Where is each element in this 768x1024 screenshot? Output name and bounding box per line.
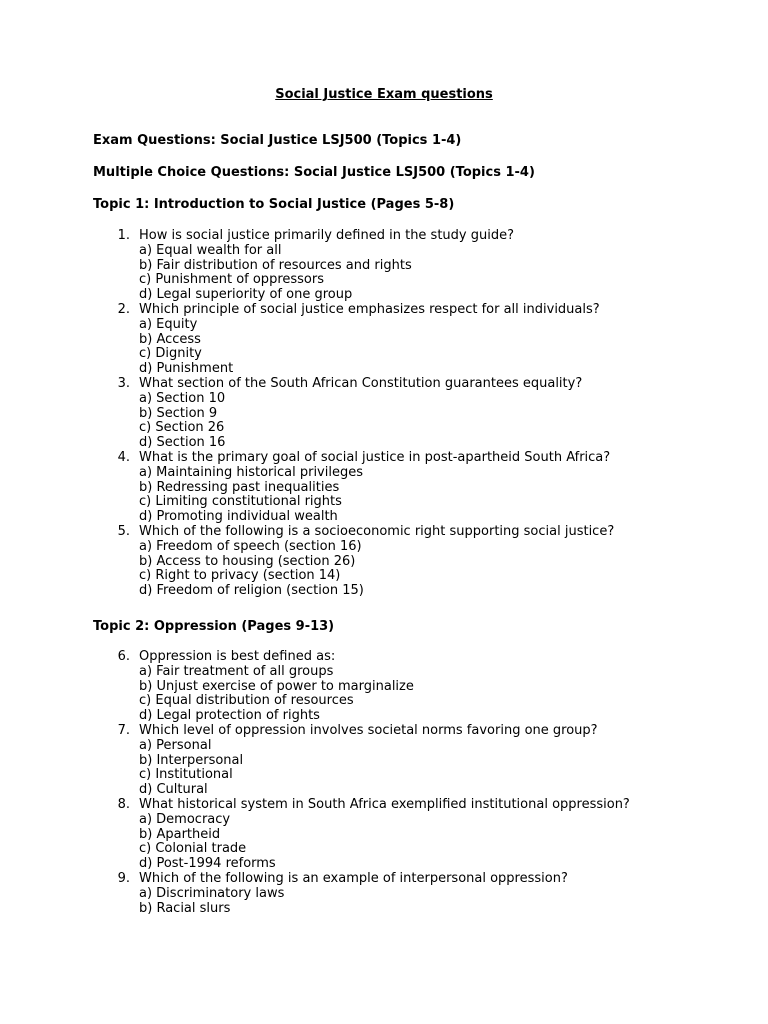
answer-option-line [93,273,733,288]
answer-option: c) Limiting constitutional rights [139,494,342,510]
question-text: Which of the following is an example of interpersonal oppression? [139,870,568,886]
question-text: How is social justice primarily defined in the study guide? [139,228,515,243]
answer-option-line [93,857,733,872]
answer-option: b) Section 9 [139,405,218,421]
answer-option: a) Democracy [139,811,231,827]
answer-option: c) Right to privacy (section 14) [139,568,341,584]
answer-option-line [93,694,733,709]
answer-option-line [93,495,733,510]
question-text: What historical system in South Africa exemplified institutional oppression? [139,796,630,812]
answer-option-line [93,842,733,857]
question-number: 1. [117,228,130,243]
answer-option: d) Punishment [139,361,234,377]
answer-option: b) Interpersonal [139,752,244,768]
question-text: What is the primary goal of social justice in post-apartheid South Africa? [139,449,611,465]
answer-option: d) Freedom of religion (section 15) [139,583,364,599]
answer-option: a) Section 10 [139,390,226,406]
topic-1-question-list [93,229,733,599]
answer-option: a) Equity [139,316,198,332]
answer-option: b) Apartheid [139,826,221,842]
answer-option-line [93,887,733,902]
topic-2-question-list [93,650,733,916]
answer-option-line [93,288,733,303]
answer-option: a) Personal [139,737,212,753]
answer-option-line [93,333,733,348]
answer-option-line [93,828,733,843]
question-item [93,303,733,377]
question-number: 5. [117,523,130,539]
answer-option-line [93,259,733,274]
answer-option: c) Equal distribution of resources [139,693,354,709]
question-number: 7. [117,722,130,738]
question-line [93,229,733,244]
answer-option: a) Freedom of speech (section 16) [139,538,362,554]
answer-option-line [93,510,733,525]
question-line [93,525,733,540]
question-text: Which of the following is a socioeconomic right supporting social justice? [139,523,615,539]
answer-option-line [93,902,733,917]
answer-option: b) Redressing past inequalities [139,479,340,495]
answer-option: c) Colonial trade [139,841,247,857]
question-line [93,451,733,466]
answer-option-line [93,540,733,555]
question-item [93,229,733,303]
question-item [93,798,733,872]
answer-option: d) Legal protection of rights [139,708,320,724]
question-number: 8. [117,796,130,812]
answer-option: d) Section 16 [139,435,226,451]
answer-option: b) Access [139,331,201,347]
answer-option-line [93,813,733,828]
answer-option: b) Access to housing (section 26) [139,553,356,569]
question-line [93,724,733,739]
question-item [93,525,733,599]
question-number: 9. [117,870,130,886]
answer-option: d) Cultural [139,782,208,798]
answer-option-line [93,680,733,695]
answer-option: d) Post-1994 reforms [139,856,276,872]
question-line [93,377,733,392]
answer-option: c) Dignity [139,346,202,362]
answer-option-line [93,739,733,754]
question-number: 6. [117,649,130,664]
answer-option: c) Institutional [139,767,233,783]
answer-option: b) Racial slurs [139,900,231,916]
answer-option-line [93,754,733,769]
answer-option-line [93,436,733,451]
answer-option-line [93,555,733,570]
document-title: Social Justice Exam questions [275,87,493,102]
answer-option: d) Promoting individual wealth [139,509,338,525]
question-item [93,872,733,916]
answer-option-line [93,362,733,377]
answer-option-line [93,466,733,481]
question-item [93,377,733,451]
question-line [93,650,733,665]
answer-option: c) Punishment of oppressors [139,272,324,288]
answer-option-line [93,783,733,798]
answer-option: c) Section 26 [139,420,225,436]
answer-option: a) Maintaining historical privileges [139,464,363,480]
topic-1-heading: Topic 1: Introduction to Social Justice (Pages 5-8) [93,197,455,212]
answer-option-line [93,392,733,407]
question-text: What section of the South African Constitution guarantees equality? [139,375,583,391]
answer-option-line [93,569,733,584]
question-number: 2. [117,301,130,317]
answer-option-line [93,709,733,724]
answer-option-line [93,584,733,599]
answer-option-line [93,481,733,496]
answer-option-line [93,407,733,422]
answer-option: a) Discriminatory laws [139,885,285,901]
question-text: Which principle of social justice emphasizes respect for all individuals? [139,301,600,317]
answer-option-line [93,421,733,436]
question-number: 4. [117,449,130,465]
answer-option-line [93,665,733,680]
question-item [93,650,733,724]
question-text: Which level of oppression involves societal norms favoring one group? [139,722,598,738]
answer-option-line [93,244,733,259]
answer-option: d) Legal superiority of one group [139,287,353,303]
answer-option: a) Fair treatment of all groups [139,663,334,679]
topic-2-heading: Topic 2: Oppression (Pages 9-13) [93,619,335,634]
question-line [93,303,733,318]
question-item [93,724,733,798]
answer-option: b) Fair distribution of resources and rights [139,257,412,273]
question-text: Oppression is best defined as: [139,649,336,664]
exam-questions-heading: Exam Questions: Social Justice LSJ500 (Topics 1-4) [93,133,462,148]
answer-option-line [93,318,733,333]
question-number: 3. [117,375,130,391]
answer-option: b) Unjust exercise of power to marginalize [139,678,414,694]
question-item [93,451,733,525]
question-line [93,798,733,813]
answer-option: a) Equal wealth for all [139,242,282,258]
answer-option-line [93,768,733,783]
mcq-heading: Multiple Choice Questions: Social Justice LSJ500 (Topics 1-4) [93,165,535,180]
question-line [93,872,733,887]
answer-option-line [93,347,733,362]
